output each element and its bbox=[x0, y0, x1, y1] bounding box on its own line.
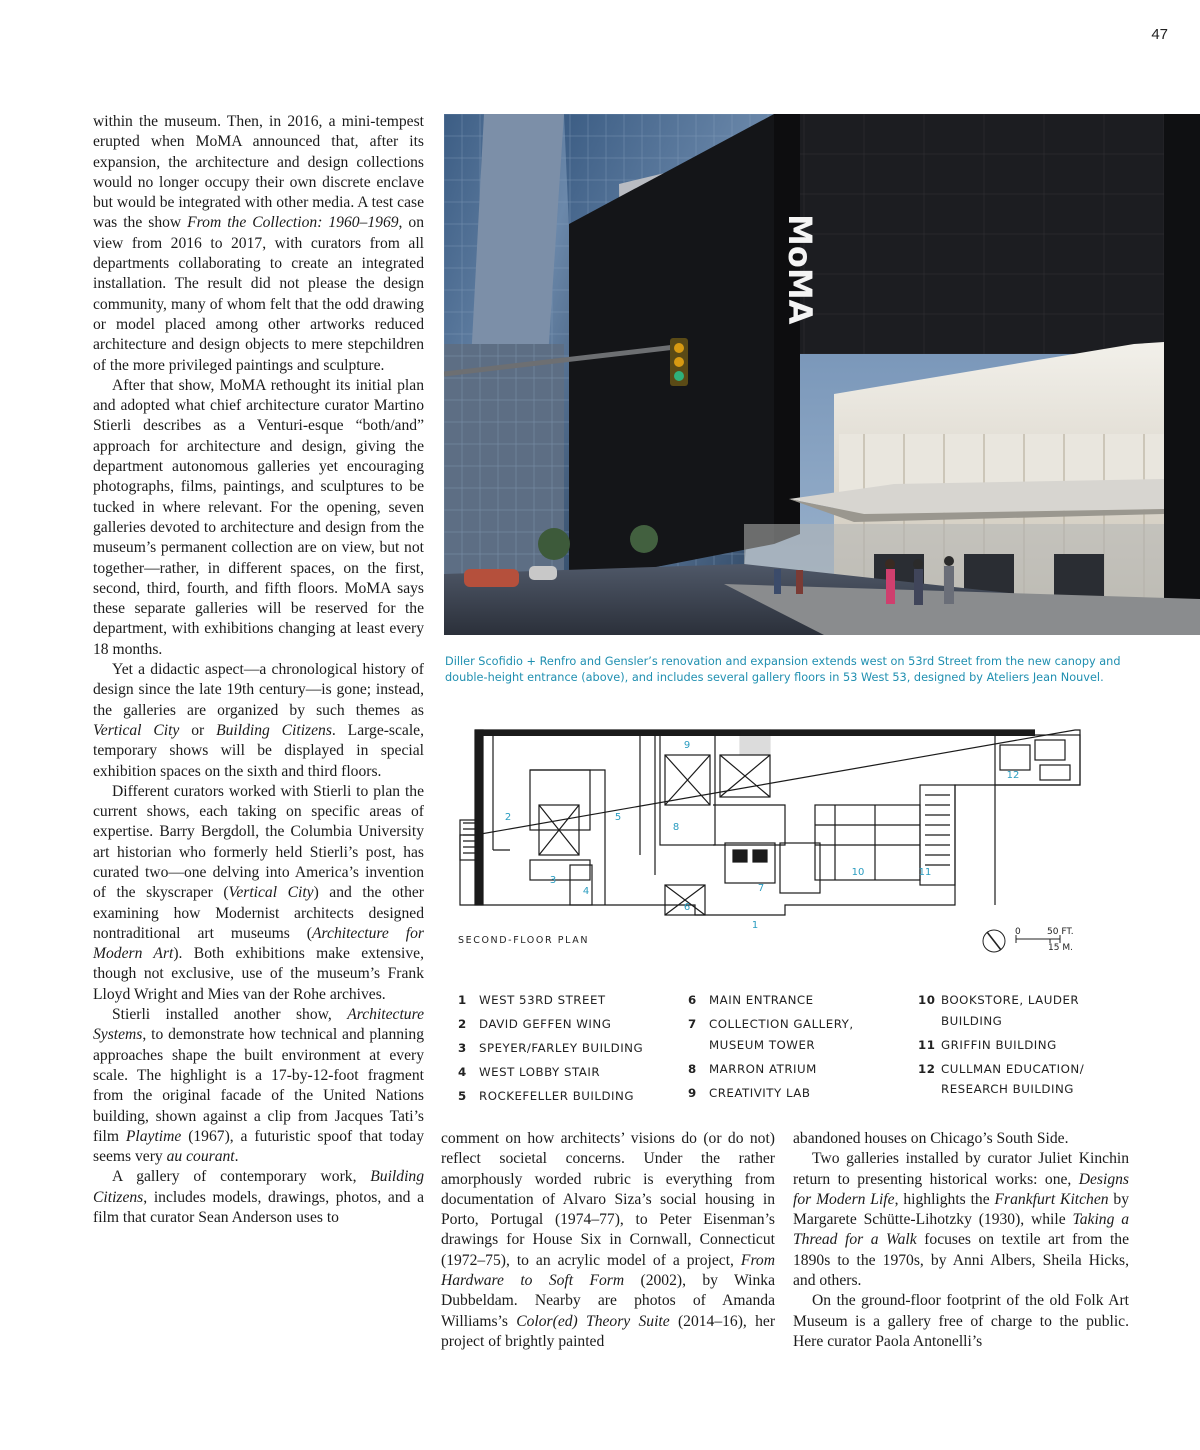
body-text: Yet a didactic aspect—a chronological history of design since the late 19th century—is gone; instead, the galleries are organized by such themes as bbox=[93, 661, 424, 719]
plan-label-3: 3 bbox=[549, 875, 557, 886]
article-paragraph bbox=[793, 1129, 1129, 1149]
legend-item bbox=[688, 1059, 908, 1080]
page-number: 47 bbox=[1151, 26, 1168, 43]
body-text: within the museum. Then, in 2016, a mini-tempest erupted when MoMA announced that, after its expansion, the architecture and design collections would no longer occupy their own discrete enclave but would be integrated with other media. A test case was the show bbox=[93, 113, 424, 232]
article-paragraph bbox=[793, 1149, 1129, 1291]
body-text: or bbox=[179, 721, 217, 739]
plan-label-9: 9 bbox=[683, 740, 691, 751]
legend-label: ROCKEFELLER BUILDING bbox=[479, 1089, 635, 1103]
moma-building-photo bbox=[444, 114, 1200, 635]
plan-label-6: 6 bbox=[683, 902, 691, 913]
plan-label-12: 12 bbox=[1006, 770, 1020, 781]
legend-number: 2 bbox=[458, 1017, 467, 1031]
italic-title-text: Designs for Modern Life bbox=[793, 1170, 1129, 1208]
scale-meters: 15 M. bbox=[1048, 943, 1073, 953]
plan-label-8: 8 bbox=[672, 822, 680, 833]
body-text: Two galleries installed by curator Juliet Kinchin return to presenting historical works: one, bbox=[793, 1150, 1129, 1188]
legend-label: COLLECTION GALLERY, MUSEUM TOWER bbox=[709, 1017, 854, 1052]
legend-label: WEST 53RD STREET bbox=[479, 993, 606, 1007]
body-text: , on view from 2016 to 2017, with curators from all departments collaborating to create an integrated installation. The result did not please the design community, many of whom felt that the odd drawing or model placed among other artworks reduced architecture and design objects to mere stepchildren of the more privileged paintings and sculpture. bbox=[93, 214, 425, 374]
italic-title-text: au courant bbox=[166, 1148, 235, 1166]
legend-label: GRIFFIN BUILDING bbox=[941, 1037, 1057, 1052]
legend-item bbox=[688, 1083, 908, 1104]
legend-label: MARRON ATRIUM bbox=[709, 1061, 817, 1076]
legend-column-3 bbox=[918, 990, 1118, 1103]
body-text: . Large-scale, temporary shows will be displayed in special exhibition spaces on the sixth and third floors. bbox=[93, 721, 424, 780]
legend-label: DAVID GEFFEN WING bbox=[479, 1017, 612, 1031]
plan-label-11: 11 bbox=[918, 867, 932, 878]
legend-label: BOOKSTORE, LAUDER BUILDING bbox=[941, 993, 1080, 1028]
body-text: by Margarete Schütte-Lihotzky (1930), while bbox=[793, 1190, 1130, 1229]
legend-label: CULLMAN EDUCATION/ RESEARCH BUILDING bbox=[941, 1061, 1085, 1097]
body-text: , to demonstrate how technical and planning approaches shape the built environment at every scale. The highlight is a 17-by-12-foot fragment from the original facade of the United Nations building, shown against a clip from Jacques Tati’s film bbox=[93, 1026, 424, 1145]
italic-title-text: Architecture for Modern Art bbox=[93, 924, 424, 963]
body-text: On the ground-floor footprint of the old Folk Art Museum is a gallery free of charge to the public. Here curator Paola Antonelli’s bbox=[793, 1292, 1129, 1350]
legend-column-2 bbox=[688, 990, 908, 1107]
second-floor-plan bbox=[455, 725, 1090, 957]
legend-number: 6 bbox=[688, 993, 697, 1007]
body-text: , highlights the bbox=[894, 1190, 995, 1208]
article-paragraph bbox=[441, 1129, 775, 1352]
legend-number: 1 bbox=[458, 993, 467, 1007]
italic-title-text: Playtime bbox=[125, 1127, 182, 1145]
article-paragraph bbox=[93, 1167, 424, 1228]
italic-title-text: From Hardware to Soft Form bbox=[441, 1251, 775, 1290]
article-paragraph bbox=[93, 1005, 424, 1167]
scale-zero: 0 bbox=[1015, 927, 1021, 937]
legend-number: 9 bbox=[688, 1085, 697, 1100]
moma-sign-text: MoMA bbox=[781, 214, 819, 325]
legend-column-1 bbox=[458, 990, 678, 1110]
body-text: A gallery of contemporary work, bbox=[112, 1168, 371, 1186]
legend-label: MAIN ENTRANCE bbox=[709, 993, 814, 1007]
italic-title-text: Building Citizens bbox=[216, 721, 332, 739]
article-paragraph bbox=[793, 1291, 1129, 1352]
scale-feet: 50 FT. bbox=[1047, 927, 1074, 937]
legend-item bbox=[688, 990, 908, 1011]
legend-item bbox=[918, 990, 1118, 1031]
legend-item bbox=[458, 1062, 678, 1083]
legend-number: 5 bbox=[458, 1089, 467, 1103]
italic-title-text: From the Collection: 1960–1969 bbox=[187, 214, 399, 232]
legend-item bbox=[918, 1035, 1118, 1056]
body-text: Stierli installed another show, bbox=[112, 1006, 348, 1024]
legend-item bbox=[458, 1086, 678, 1107]
legend-label: CREATIVITY LAB bbox=[709, 1085, 811, 1100]
legend-label: WEST LOBBY STAIR bbox=[479, 1065, 601, 1079]
legend-number: 7 bbox=[688, 1017, 697, 1031]
article-column-1 bbox=[93, 112, 424, 1228]
plan-label-5: 5 bbox=[614, 812, 622, 823]
legend-number: 8 bbox=[688, 1061, 697, 1076]
legend-number: 11 bbox=[918, 1037, 936, 1052]
article-paragraph bbox=[93, 782, 424, 1005]
plan-scale bbox=[980, 925, 1090, 957]
body-text: . bbox=[234, 1148, 239, 1166]
legend-item bbox=[688, 1014, 908, 1055]
body-text: focuses on textile art from the 1890s to the 1970s, by Anni Albers, Sheila Hicks, and others. bbox=[793, 1231, 1129, 1290]
body-text: abandoned houses on Chicago’s South Side. bbox=[793, 1130, 1069, 1147]
legend-number: 3 bbox=[458, 1041, 467, 1055]
italic-title-text: Taking a Thread for a Walk bbox=[793, 1211, 1129, 1249]
body-text: ). Both exhibitions make extensive, though not exclusive, use of the museum’s Frank Lloyd Wright and Mies van der Rohe archives. bbox=[93, 945, 424, 1003]
plan-title: SECOND-FLOOR PLAN bbox=[458, 935, 590, 946]
article-paragraph bbox=[93, 376, 424, 660]
plan-label-10: 10 bbox=[851, 867, 865, 878]
article-paragraph bbox=[93, 660, 424, 782]
photo-caption: Diller Scofidio + Renfro and Gensler’s renovation and expansion extends west on 53rd Street from the new canopy and double-height entrance (above), and includes several gallery floors in 53 West 53, designed by Ateliers Jean Nouvel. bbox=[445, 655, 1121, 684]
article-column-2 bbox=[441, 1129, 775, 1352]
plan-label-7: 7 bbox=[757, 883, 765, 894]
legend-number: 10 bbox=[918, 993, 936, 1007]
moma-building-photo-image bbox=[444, 114, 1200, 635]
body-text: After that show, MoMA rethought its initial plan and adopted what chief architecture curator Martino Stierli describes as a Venturi-esque “both/and” approach for architecture and design, giving the department autonomous galleries yet encouraging photographs, films, paintings, and sculptures to be tucked in where relevant. For the opening, seven galleries devoted to architecture and design from the museum’s permanent collection are on view, but not together—rather, in different spaces, on the first, second, third, fourth, and fifth floors. MoMA says these separate galleries will be reserved for the department, with exhibitions changing at least every 18 months. bbox=[93, 376, 424, 658]
legend-label: SPEYER/FARLEY BUILDING bbox=[479, 1041, 644, 1055]
italic-title-text: Building Citizens bbox=[93, 1168, 424, 1206]
body-text: (2014–16), her project of brightly painted bbox=[441, 1312, 776, 1350]
legend-item bbox=[458, 990, 678, 1011]
plan-label-2: 2 bbox=[504, 812, 512, 823]
article-paragraph bbox=[93, 112, 424, 376]
italic-title-text: Frankfurt Kitchen bbox=[994, 1190, 1109, 1208]
body-text: , includes models, drawings, photos, and a film that curator Sean Anderson uses to bbox=[93, 1188, 424, 1227]
plan-label-1: 1 bbox=[751, 920, 759, 931]
legend-item bbox=[918, 1059, 1118, 1100]
italic-title-text: Architecture Systems bbox=[93, 1006, 424, 1044]
article-column-3 bbox=[793, 1129, 1129, 1352]
legend-number: 12 bbox=[918, 1061, 936, 1076]
body-text: (1967), a futuristic spoof that today seems very bbox=[93, 1127, 424, 1166]
italic-title-text: Color(ed) Theory Suite bbox=[516, 1312, 670, 1330]
body-text: ) and the other examining how Modernist architects designed nontraditional art museums ( bbox=[93, 884, 425, 942]
body-text: Different curators worked with Stierli to plan the current shows, each taking on specific areas of expertise. Barry Bergdoll, the Columbia University art historian who formerly held Stierli’s post, has curated two—one delving into America’s invention of the skyscraper ( bbox=[93, 782, 424, 902]
italic-title-text: Vertical City bbox=[93, 721, 180, 739]
body-text: comment on how architects’ visions do (or do not) reflect societal concerns. Under the rather amorphously worded rubric is everything from documentation of Alvaro Siza’s social housing in Porto, Portugal (1974–77), to Peter Eisenman’s drawings for House Six in Cornwall, Connecticut (1972–75), to an acrylic model of a project, bbox=[441, 1130, 775, 1269]
legend-item bbox=[458, 1038, 678, 1059]
plan-label-4: 4 bbox=[582, 886, 590, 897]
italic-title-text: Vertical City bbox=[228, 884, 314, 902]
body-text: (2002), by Winka Dubbeldam. Nearby are photos of Amanda Williams’s bbox=[441, 1272, 775, 1330]
legend-item bbox=[458, 1014, 678, 1035]
legend-number: 4 bbox=[458, 1065, 467, 1079]
